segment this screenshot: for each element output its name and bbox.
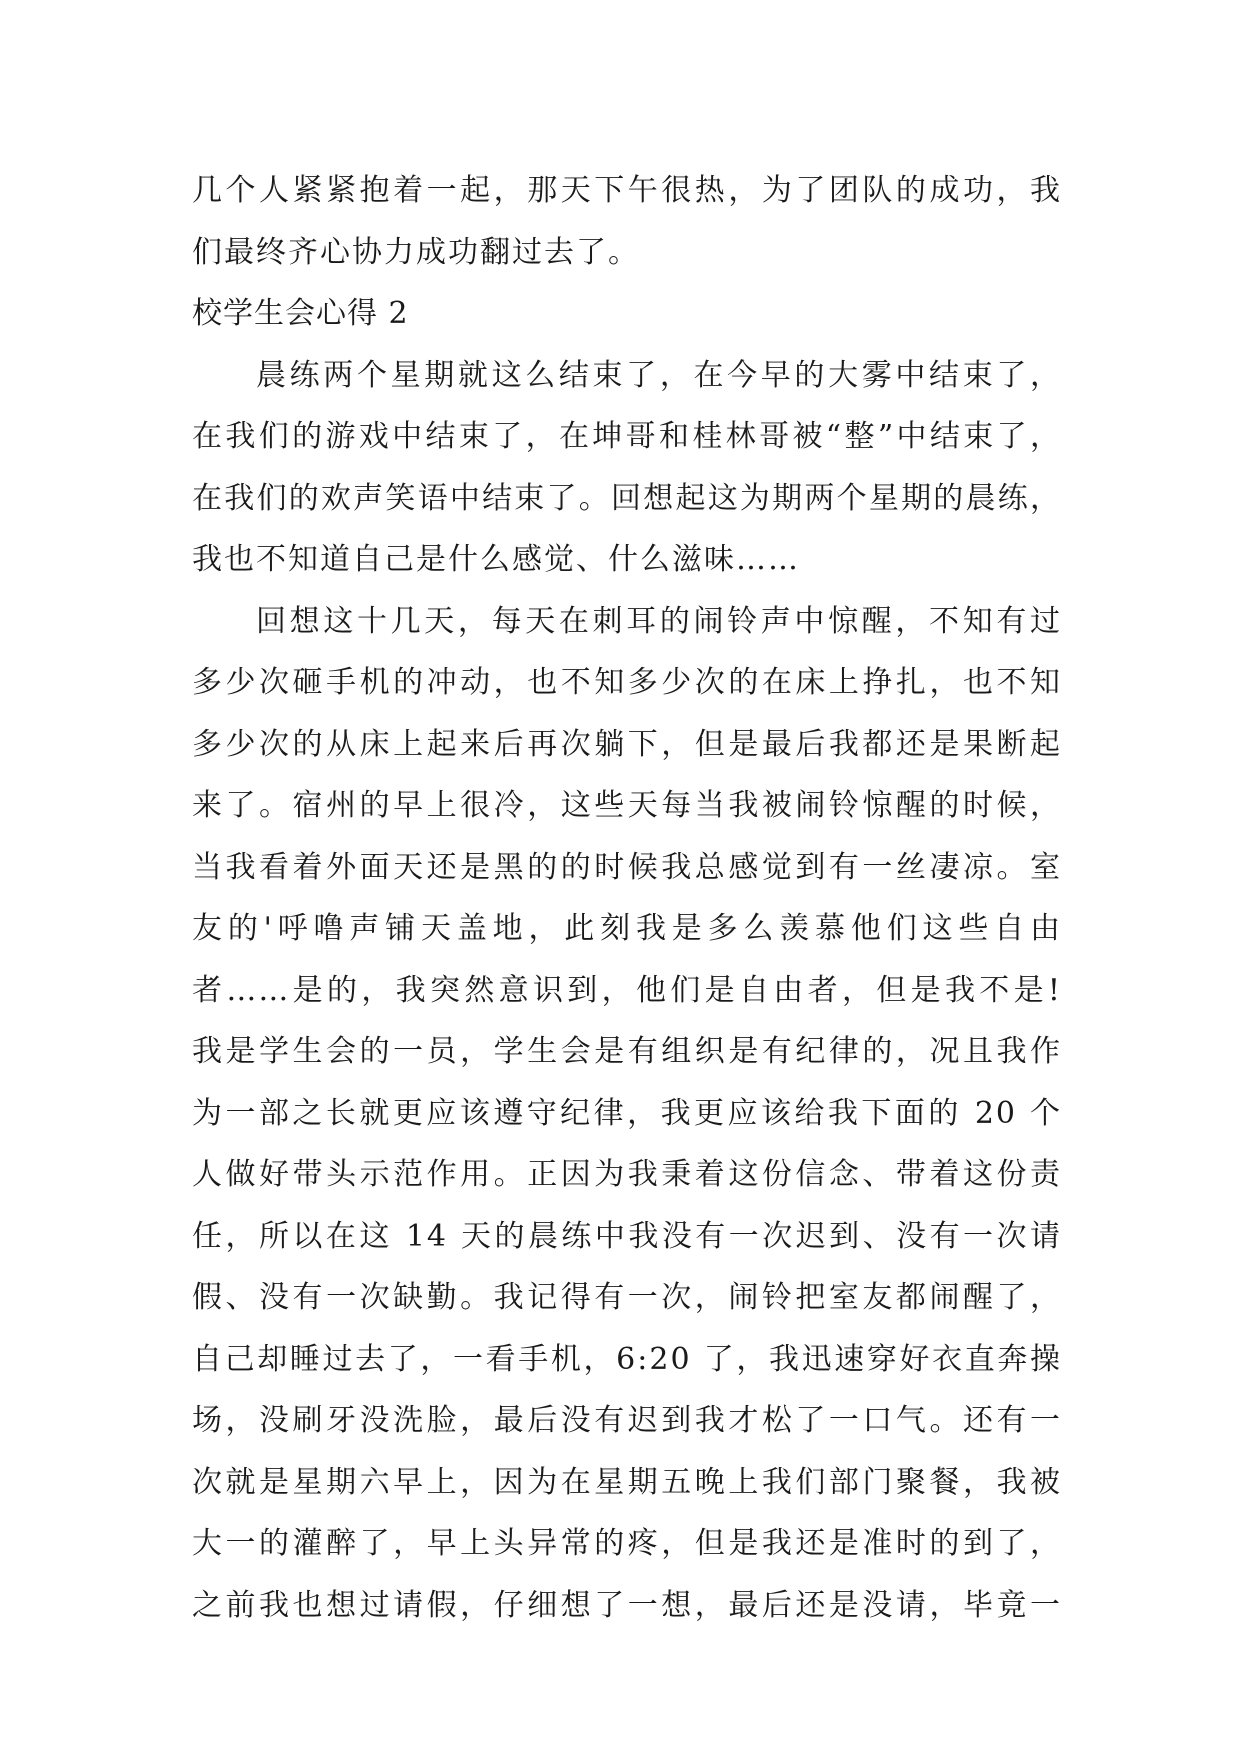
text-line: 多少次的从床上起来后再次躺下，但是最后我都还是果断起: [192, 726, 1062, 762]
text-line: 晨练两个星期就这么结束了，在今早的大雾中结束了，: [256, 357, 1062, 393]
text-line: 们最终齐心协力成功翻过去了。: [192, 234, 640, 270]
text-line: 在我们的欢声笑语中结束了。回想起这为期两个星期的晨练，: [192, 480, 1062, 516]
text-line: 友的'呼噜声铺天盖地，此刻我是多么羡慕他们这些自由: [192, 911, 1062, 946]
text-line: 回想这十几天，每天在刺耳的闹铃声中惊醒，不知有过: [256, 603, 1062, 639]
text-line: 人做好带头示范作用。正因为我秉着这份信念、带着这份责: [192, 1157, 1062, 1192]
text-line: 次就是星期六早上，因为在星期五晚上我们部门聚餐，我被: [192, 1464, 1062, 1500]
text-line: 假、没有一次缺勤。我记得有一次，闹铃把室友都闹醒了，: [192, 1280, 1062, 1315]
text-line: 者……是的，我突然意识到，他们是自由者，但是我不是!: [192, 972, 1062, 1008]
document-body: [192, 160, 1062, 1636]
section-heading: 校学生会心得 2: [192, 296, 409, 331]
text-line: 几个人紧紧抱着一起，那天下午很热，为了团队的成功，我: [192, 173, 1062, 208]
text-line: 之前我也想过请假，仔细想了一想，最后还是没请，毕竟一: [192, 1587, 1062, 1623]
text-line: 任，所以在这 14 天的晨练中我没有一次迟到、没有一次请: [192, 1218, 1062, 1254]
text-line: 大一的灌醉了，早上头异常的疼，但是我还是准时的到了，: [192, 1526, 1062, 1561]
text-line: 在我们的游戏中结束了，在坤哥和桂林哥被“整”中结束了，: [192, 419, 1062, 454]
text-line: 我是学生会的一员，学生会是有组织是有纪律的，况且我作: [192, 1034, 1062, 1069]
text-line: 来了。宿州的早上很冷，这些天每当我被闹铃惊醒的时候，: [192, 788, 1062, 823]
text-line: 场，没刷牙没洗脸，最后没有迟到我才松了一口气。还有一: [192, 1403, 1062, 1438]
text-line: 为一部之长就更应该遵守纪律，我更应该给我下面的 20 个: [192, 1095, 1062, 1131]
text-line: 多少次砸手机的冲动，也不知多少次的在床上挣扎，也不知: [192, 665, 1062, 700]
text-line: 当我看着外面天还是黑的的时候我总感觉到有一丝凄凉。室: [192, 849, 1062, 885]
text-line: 我也不知道自己是什么感觉、什么滋味……: [192, 542, 800, 577]
text-line: 自己却睡过去了，一看手机，6:20 了，我迅速穿好衣直奔操: [192, 1341, 1062, 1377]
